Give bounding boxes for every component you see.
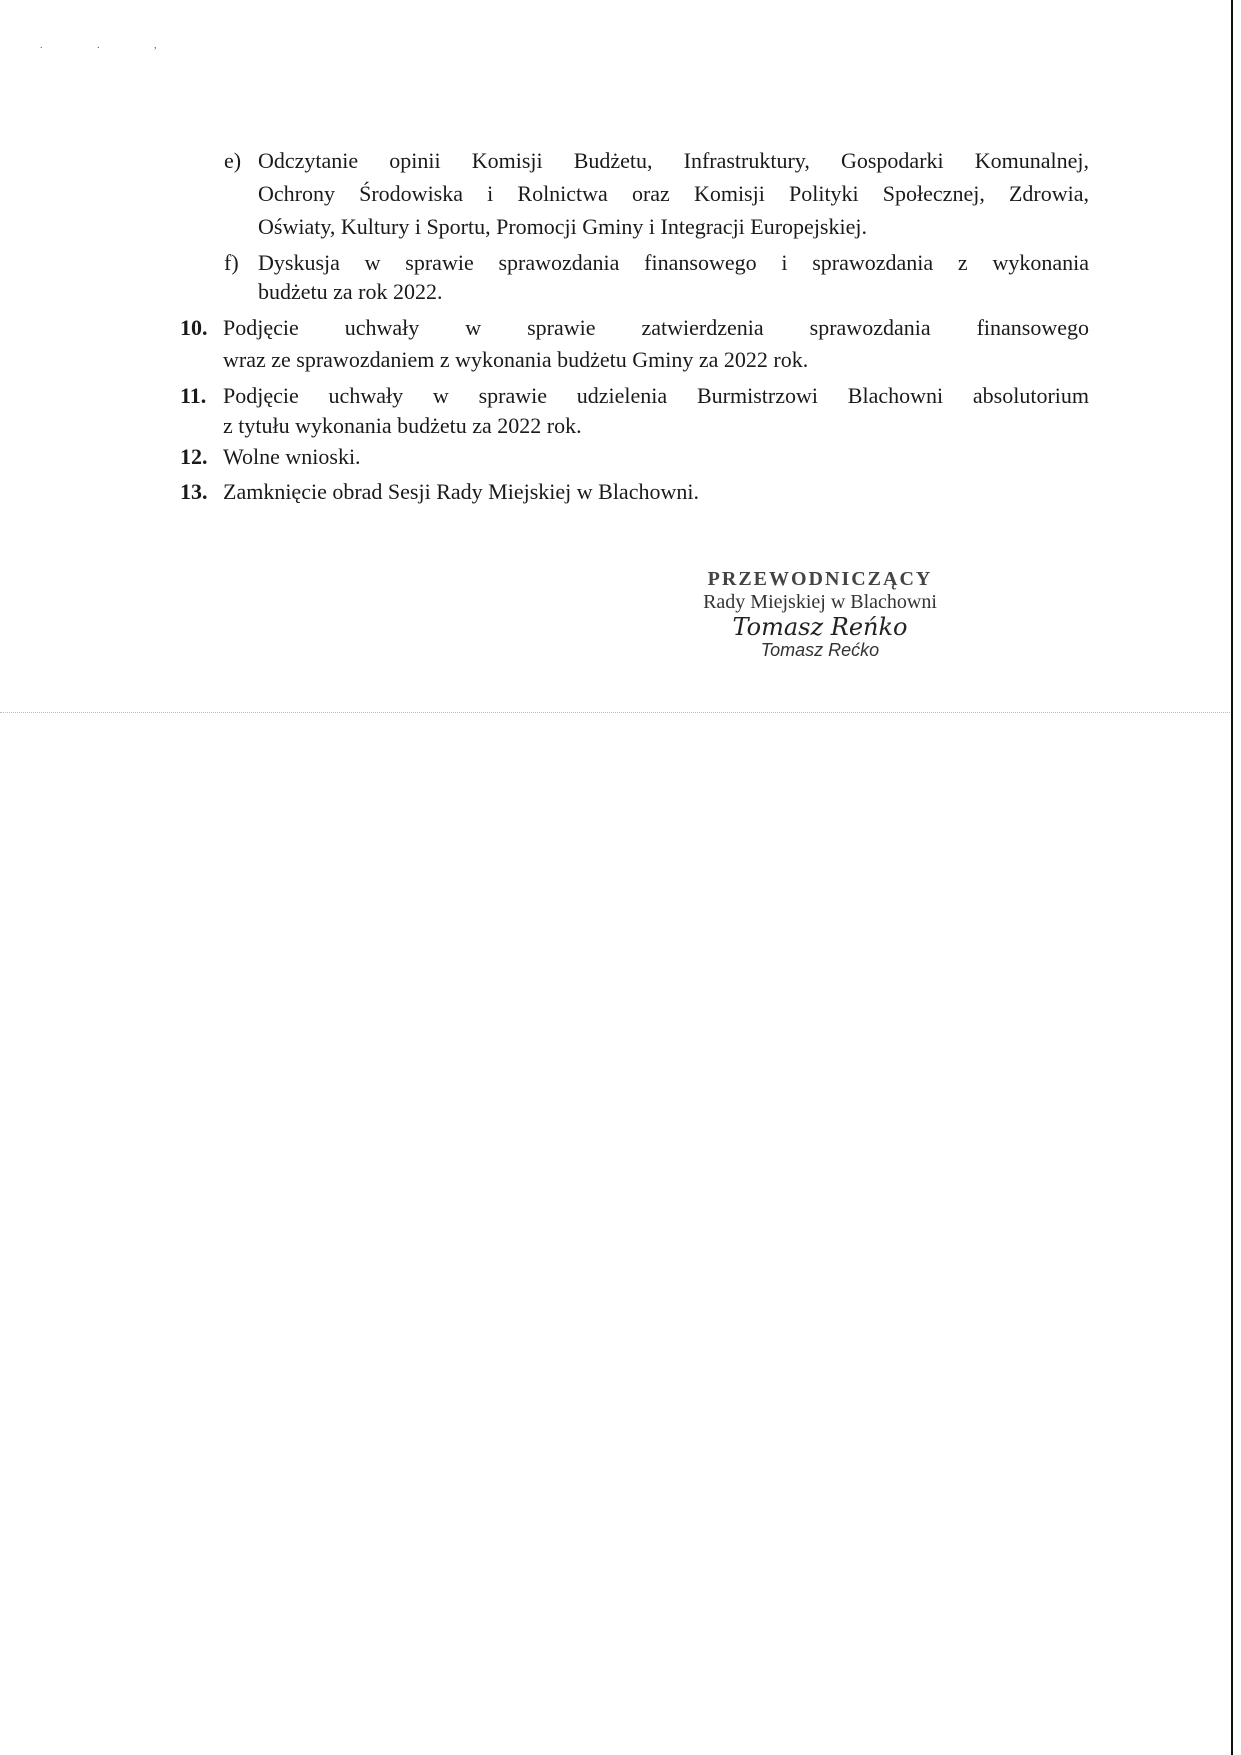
item-marker: f) (224, 250, 239, 275)
item-text-line: Podjęcie uchwały w sprawie udzielenia Burmistrzowi Blachowni absolutorium (223, 383, 1089, 408)
handwritten-signature: Tomasz Reńko (732, 613, 908, 641)
item-marker: e) (224, 148, 242, 173)
item-number: 12. (180, 444, 208, 469)
item-text-line: Zamknięcie obrad Sesji Rady Miejskiej w Blachowni. (223, 479, 699, 504)
stamp-council: Rady Miejskiej w Blachowni (703, 591, 937, 613)
chairman-stamp (660, 568, 980, 661)
item-text-line: budżetu za rok 2022. (258, 279, 443, 304)
stamp-title: PRZEWODNICZĄCY (707, 568, 933, 590)
item-number: 11. (180, 383, 207, 408)
item-text-line: Odczytanie opinii Komisji Budżetu, Infrastruktury, Gospodarki Komunalnej, (258, 148, 1089, 173)
item-text-line: Oświaty, Kultury i Sportu, Promocji Gminy i Integracji Europejskiej. (258, 214, 867, 239)
signatory-name: Tomasz Rećko (760, 640, 880, 660)
item-text-line: z tytułu wykonania budżetu za 2022 rok. (223, 413, 582, 438)
item-number: 10. (180, 315, 208, 340)
item-text-line: Wolne wnioski. (223, 444, 361, 469)
item-text-line: Ochrony Środowiska i Rolnictwa oraz Komisji Polityki Społecznej, Zdrowia, (258, 181, 1089, 206)
page-edge-line (1231, 0, 1233, 1755)
item-text-line: wraz ze sprawozdaniem z wykonania budżetu Gminy za 2022 rok. (223, 347, 809, 372)
scan-specks: . . , (40, 40, 183, 51)
item-text-line: Dyskusja w sprawie sprawozdania finansowego i sprawozdania z wykonania (258, 250, 1089, 275)
item-text-line: Podjęcie uchwały w sprawie zatwierdzenia sprawozdania finansowego (223, 315, 1089, 340)
item-number: 13. (180, 479, 208, 504)
dotted-divider (0, 712, 1230, 713)
